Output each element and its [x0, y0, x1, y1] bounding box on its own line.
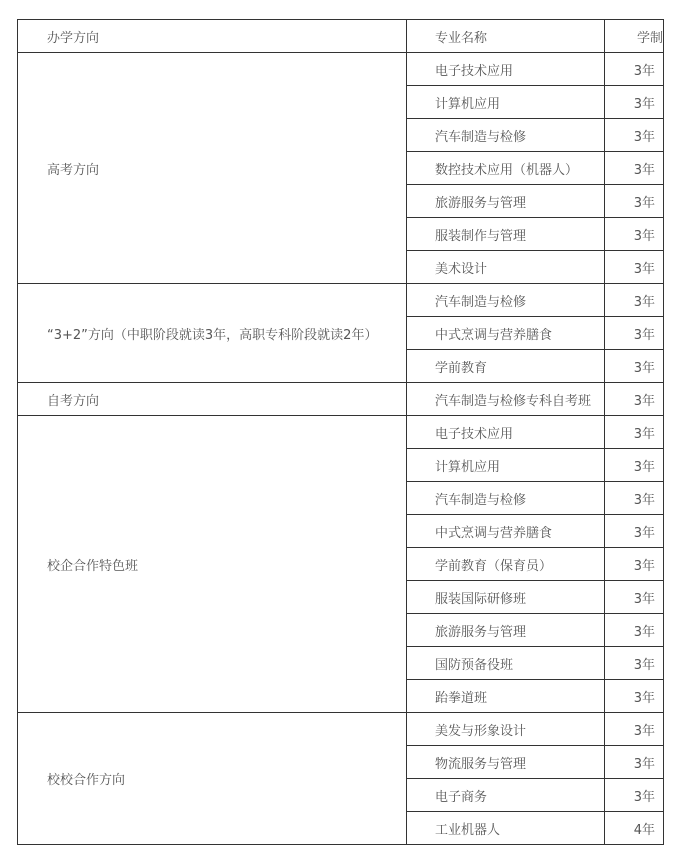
program-name: 学前教育（保育员） [407, 548, 605, 581]
program-name: 计算机应用 [407, 86, 605, 119]
program-name: 数控技术应用（机器人） [407, 152, 605, 185]
program-name: 电子技术应用 [407, 416, 605, 449]
program-name: 计算机应用 [407, 449, 605, 482]
direction-self-study: 自考方向 [18, 383, 407, 416]
direction-school-enterprise: 校企合作特色班 [18, 416, 407, 713]
program-duration: 3年 [605, 449, 664, 482]
program-duration: 3年 [605, 317, 664, 350]
table-row [18, 53, 664, 86]
direction-gaokao: 高考方向 [18, 53, 407, 284]
program-duration: 3年 [605, 581, 664, 614]
program-duration: 3年 [605, 482, 664, 515]
program-name: 学前教育 [407, 350, 605, 383]
program-name: 汽车制造与检修 [407, 284, 605, 317]
program-name: 旅游服务与管理 [407, 185, 605, 218]
program-name: 美发与形象设计 [407, 713, 605, 746]
program-duration: 3年 [605, 218, 664, 251]
program-name: 工业机器人 [407, 812, 605, 845]
program-duration: 3年 [605, 680, 664, 713]
program-name: 电子技术应用 [407, 53, 605, 86]
program-duration: 3年 [605, 416, 664, 449]
program-duration: 3年 [605, 383, 664, 416]
program-duration: 3年 [605, 350, 664, 383]
program-duration: 3年 [605, 185, 664, 218]
table-row [18, 284, 664, 317]
program-duration: 3年 [605, 647, 664, 680]
program-duration: 3年 [605, 284, 664, 317]
program-name: 中式烹调与营养膳食 [407, 515, 605, 548]
programs-table [17, 19, 664, 845]
program-duration: 3年 [605, 779, 664, 812]
program-name: 中式烹调与营养膳食 [407, 317, 605, 350]
program-name: 物流服务与管理 [407, 746, 605, 779]
program-duration: 4年 [605, 812, 664, 845]
program-name: 汽车制造与检修 [407, 482, 605, 515]
program-duration: 3年 [605, 251, 664, 284]
program-name: 电子商务 [407, 779, 605, 812]
header-direction: 办学方向 [18, 20, 407, 53]
program-duration: 3年 [605, 515, 664, 548]
program-name: 汽车制造与检修 [407, 119, 605, 152]
header-row [18, 20, 664, 53]
direction-3plus2: “3+2”方向（中职阶段就读3年，高职专科阶段就读2年） [18, 284, 407, 383]
direction-school-school: 校校合作方向 [18, 713, 407, 845]
program-duration: 3年 [605, 713, 664, 746]
program-duration: 3年 [605, 53, 664, 86]
program-name: 服装制作与管理 [407, 218, 605, 251]
program-duration: 3年 [605, 614, 664, 647]
header-program: 专业名称 [407, 20, 605, 53]
table-row [18, 416, 664, 449]
program-name: 跆拳道班 [407, 680, 605, 713]
table-row [18, 713, 664, 746]
program-name: 国防预备役班 [407, 647, 605, 680]
header-duration: 学制 [605, 20, 664, 53]
program-name: 美术设计 [407, 251, 605, 284]
program-duration: 3年 [605, 152, 664, 185]
program-name: 服装国际研修班 [407, 581, 605, 614]
program-duration: 3年 [605, 86, 664, 119]
program-name: 汽车制造与检修专科自考班 [407, 383, 605, 416]
program-name: 旅游服务与管理 [407, 614, 605, 647]
program-duration: 3年 [605, 548, 664, 581]
table-row [18, 383, 664, 416]
program-duration: 3年 [605, 119, 664, 152]
program-duration: 3年 [605, 746, 664, 779]
